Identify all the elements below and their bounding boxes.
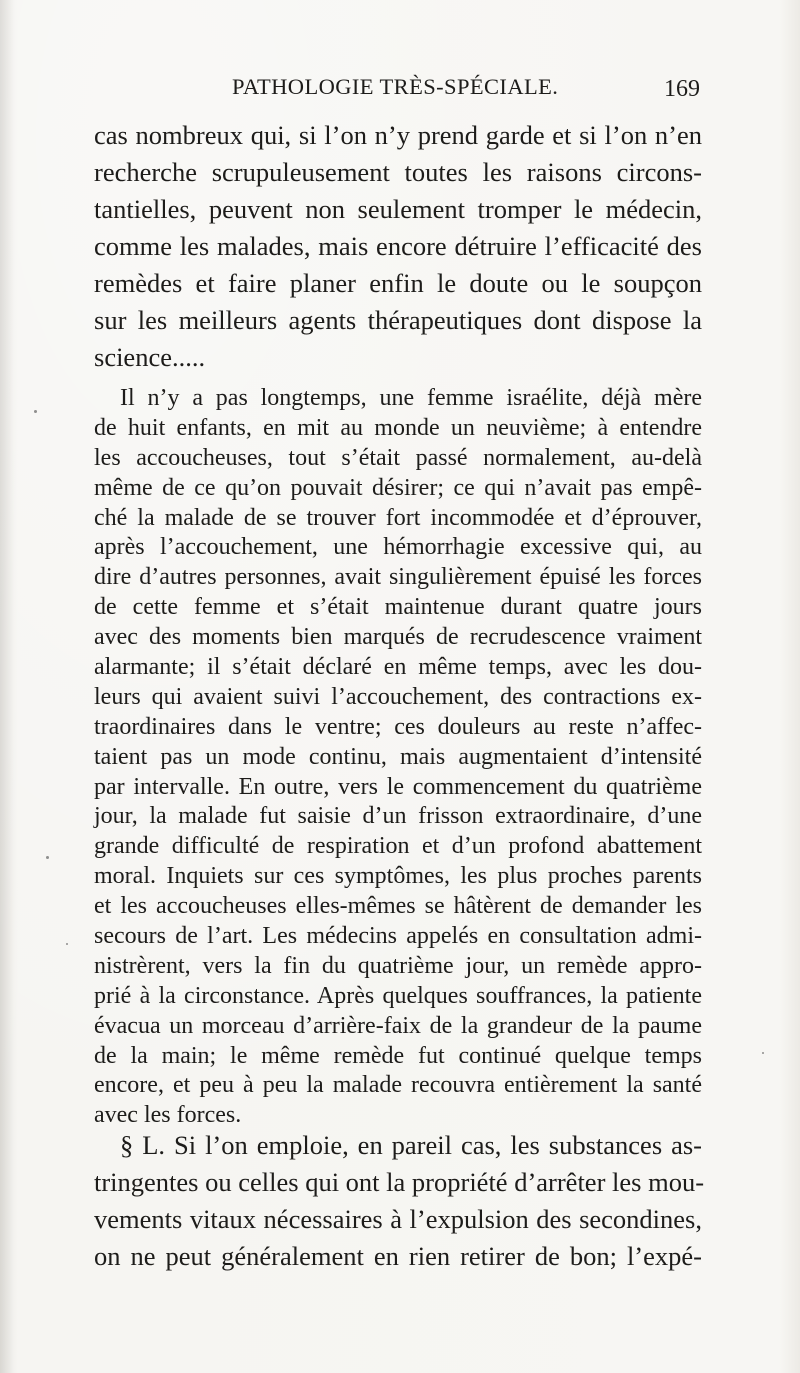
- text-line: on ne peut généralement en rien retirer de bon; l’expé-: [94, 1241, 702, 1271]
- text-line: vements vitaux nécessaires à l’expulsion des secondines,: [94, 1204, 702, 1234]
- text-line: avec les forces.: [94, 1102, 242, 1129]
- text-line: ché la malade de se trouver fort incommodée et d’éprouver,: [94, 504, 702, 531]
- text-line: remèdes et faire planer enfin le doute ou le soupçon: [94, 268, 702, 298]
- paper-speck: [46, 856, 49, 859]
- paragraph-2: [94, 384, 702, 1131]
- text-line: jour, la malade fut saisie d’un frisson extraordinaire, d’une: [94, 803, 702, 830]
- paper-speck: [34, 410, 37, 413]
- text-line: secours de l’art. Les médecins appelés en consultation admi-: [94, 923, 702, 950]
- text-line: tringentes ou celles qui ont la propriété d’arrêter les mou-: [94, 1167, 705, 1197]
- text-line: leurs qui avaient suivi l’accouchement, des contractions ex-: [94, 683, 702, 710]
- text-line: de cette femme et s’était maintenue durant quatre jours: [94, 594, 702, 621]
- text-line: tantielles, peuvent non seulement tromper le médecin,: [94, 194, 702, 224]
- text-line: moral. Inquiets sur ces symptômes, les plus proches parents: [94, 863, 702, 890]
- text-line: cas nombreux qui, si l’on n’y prend garde et si l’on n’en: [94, 120, 702, 150]
- text-line: et les accoucheuses elles-mêmes se hâtèrent de demander les: [94, 893, 702, 920]
- text-line: taient pas un mode continu, mais augmentaient d’intensité: [94, 743, 702, 770]
- text-line: nistrèrent, vers la fin du quatrième jour, un remède appro-: [94, 952, 702, 979]
- page-number: 169: [664, 76, 700, 102]
- paper-speck: [66, 943, 68, 945]
- running-title: PATHOLOGIE TRÈS-SPÉCIALE.: [232, 74, 559, 99]
- text-line: par intervalle. En outre, vers le commencement du quatrième: [94, 773, 702, 800]
- text-line: recherche scrupuleusement toutes les raisons circons-: [94, 157, 702, 187]
- text-line: dire d’autres personnes, avait singulièrement épuisé les forces: [94, 564, 702, 591]
- text-line: science.....: [94, 342, 206, 372]
- text-line: après l’accouchement, une hémorrhagie excessive qui, au: [94, 534, 702, 561]
- text-line: alarmante; il s’était déclaré en même temps, avec les dou-: [94, 654, 702, 681]
- paragraph-3: [94, 1127, 705, 1275]
- text-line: grande difficulté de respiration et d’un profond abattement: [94, 833, 702, 860]
- text-line: de huit enfants, en mit au monde un neuvième; à entendre: [94, 414, 702, 441]
- text-line: encore, et peu à peu la malade recouvra entièrement la santé: [94, 1072, 702, 1099]
- text-line: évacua un morceau d’arrière-faix de la grandeur de la paume: [94, 1012, 702, 1039]
- text-line: comme les malades, mais encore détruire l’efficacité des: [94, 231, 702, 261]
- text-line: Il n’y a pas longtemps, une femme israélite, déjà mère: [120, 385, 702, 411]
- text-line: prié à la circonstance. Après quelques souffrances, la patiente: [94, 982, 702, 1009]
- paper-speck: [762, 1052, 764, 1054]
- running-head: [96, 74, 700, 108]
- text-line: avec des moments bien marqués de recrudescence vraiment: [94, 624, 702, 651]
- text-line: même de ce qu’on pouvait désirer; ce qui n’avait pas empê-: [94, 474, 702, 501]
- paragraph-1: [94, 117, 702, 376]
- text-line: traordinaires dans le ventre; ces douleurs au reste n’affec-: [94, 713, 702, 740]
- text-line: § L. Si l’on emploie, en pareil cas, les substances as-: [120, 1130, 702, 1160]
- gutter-shadow: [0, 0, 14, 1373]
- text-line: sur les meilleurs agents thérapeutiques dont dispose la: [94, 305, 702, 335]
- text-line: de la main; le même remède fut continué quelque temps: [94, 1042, 702, 1069]
- text-line: les accoucheuses, tout s’était passé normalement, au-delà: [94, 444, 702, 471]
